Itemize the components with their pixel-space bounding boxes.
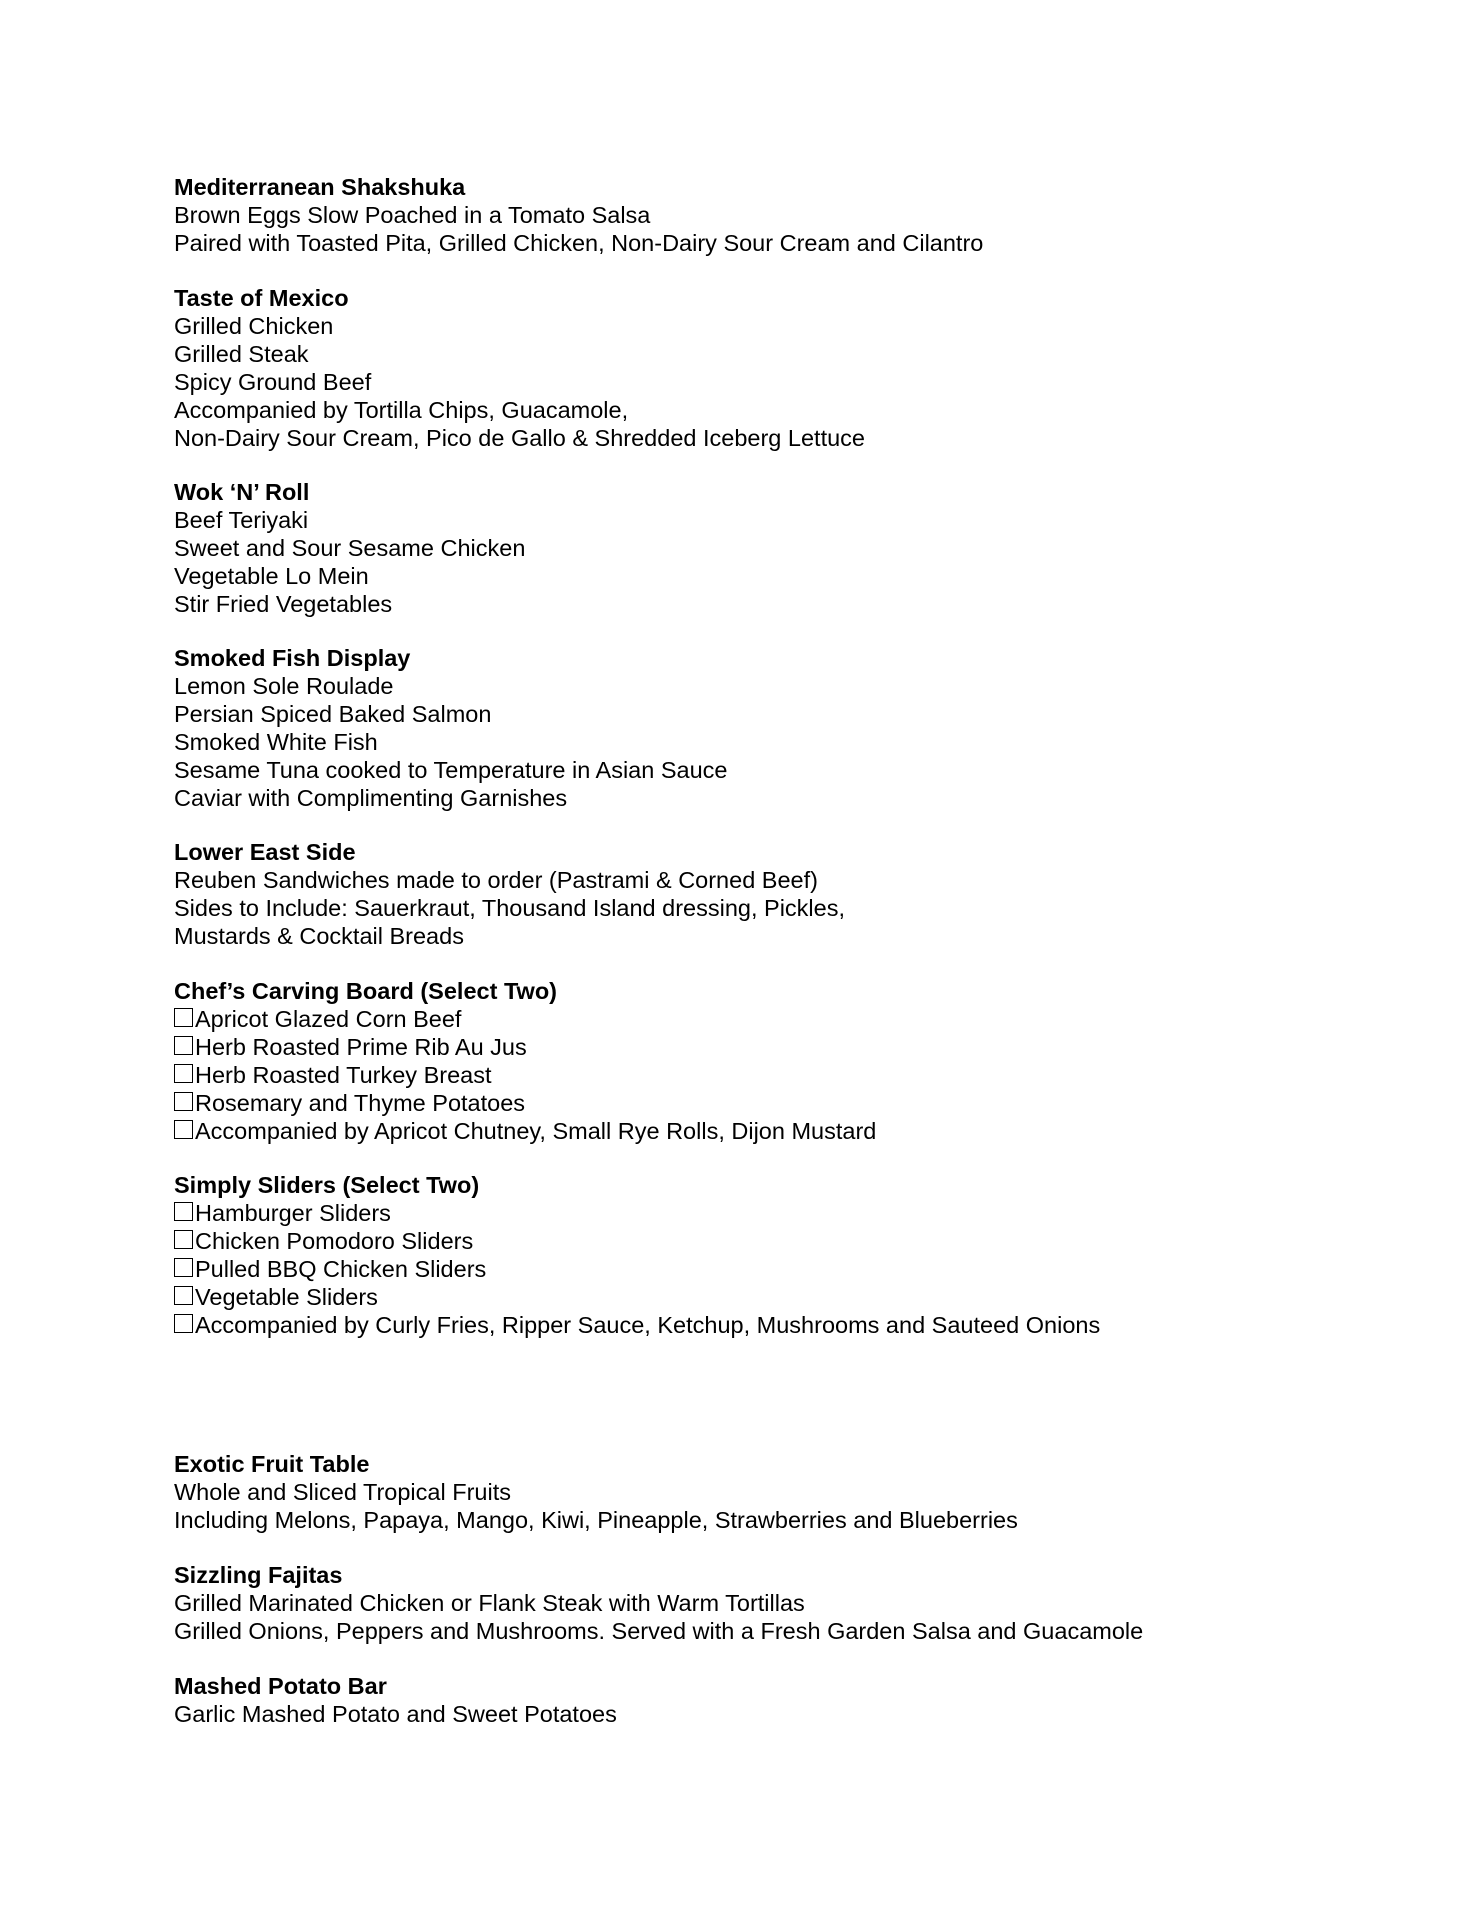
checkbox-icon[interactable] — [174, 1258, 193, 1277]
menu-line: Garlic Mashed Potato and Sweet Potatoes — [174, 1701, 617, 1727]
menu-line: Reuben Sandwiches made to order (Pastrami & Corned Beef) — [174, 867, 818, 893]
menu-line: Vegetable Lo Mein — [174, 563, 369, 589]
section-title: Mediterranean Shakshuka — [174, 174, 466, 200]
menu-line: Beef Teriyaki — [174, 507, 309, 533]
checkbox-item[interactable] — [174, 1089, 1354, 1117]
menu-line: Including Melons, Papaya, Mango, Kiwi, Pineapple, Strawberries and Blueberries — [174, 1507, 1018, 1533]
section-taste-of-mexico — [174, 284, 1354, 452]
checkbox-item[interactable] — [174, 1117, 1354, 1145]
section-title: Taste of Mexico — [174, 285, 349, 311]
menu-line: Non-Dairy Sour Cream, Pico de Gallo & Shredded Iceberg Lettuce — [174, 425, 865, 451]
checkbox-label: Chicken Pomodoro Sliders — [195, 1228, 474, 1254]
menu-line: Lemon Sole Roulade — [174, 673, 394, 699]
checkbox-icon[interactable] — [174, 1064, 193, 1083]
section-title: Mashed Potato Bar — [174, 1673, 387, 1699]
checkbox-item[interactable] — [174, 1227, 1354, 1255]
menu-line: Persian Spiced Baked Salmon — [174, 701, 492, 727]
menu-line: Spicy Ground Beef — [174, 369, 372, 395]
checkbox-icon[interactable] — [174, 1120, 193, 1139]
checkbox-item[interactable] — [174, 1283, 1354, 1311]
checkbox-icon[interactable] — [174, 1286, 193, 1305]
section-exotic-fruit-table — [174, 1450, 1354, 1534]
checkbox-item[interactable] — [174, 1199, 1354, 1227]
section-chefs-carving-board — [174, 977, 1354, 1145]
section-title: Wok ‘N’ Roll — [174, 479, 310, 505]
menu-line: Grilled Chicken — [174, 313, 334, 339]
checkbox-label: Vegetable Sliders — [195, 1284, 378, 1310]
checkbox-icon[interactable] — [174, 1230, 193, 1249]
checkbox-label: Accompanied by Curly Fries, Ripper Sauce, Ketchup, Mushrooms and Sauteed Onions — [195, 1312, 1101, 1338]
section-sizzling-fajitas — [174, 1561, 1354, 1645]
menu-line: Smoked White Fish — [174, 729, 378, 755]
checkbox-label: Herb Roasted Prime Rib Au Jus — [195, 1034, 527, 1060]
menu-line: Grilled Marinated Chicken or Flank Steak with Warm Tortillas — [174, 1590, 805, 1616]
checkbox-label: Pulled BBQ Chicken Sliders — [195, 1256, 487, 1282]
section-title: Lower East Side — [174, 839, 356, 865]
section-simply-sliders — [174, 1171, 1354, 1339]
checkbox-item[interactable] — [174, 1311, 1354, 1339]
checkbox-label: Apricot Glazed Corn Beef — [195, 1006, 462, 1032]
section-title: Chef’s Carving Board (Select Two) — [174, 978, 558, 1004]
menu-line: Sweet and Sour Sesame Chicken — [174, 535, 526, 561]
section-mediterranean-shakshuka — [174, 173, 1354, 257]
checkbox-item[interactable] — [174, 1005, 1354, 1033]
menu-line: Stir Fried Vegetables — [174, 591, 393, 617]
checkbox-icon[interactable] — [174, 1314, 193, 1333]
menu-line: Sesame Tuna cooked to Temperature in Asian Sauce — [174, 757, 728, 783]
section-title: Exotic Fruit Table — [174, 1451, 370, 1477]
section-mashed-potato-bar — [174, 1672, 1354, 1728]
section-title: Sizzling Fajitas — [174, 1562, 343, 1588]
checkbox-item[interactable] — [174, 1061, 1354, 1089]
menu-line: Sides to Include: Sauerkraut, Thousand Island dressing, Pickles, — [174, 895, 846, 921]
menu-line: Brown Eggs Slow Poached in a Tomato Salsa — [174, 202, 651, 228]
menu-line: Mustards & Cocktail Breads — [174, 923, 464, 949]
section-title: Simply Sliders (Select Two) — [174, 1172, 480, 1198]
section-smoked-fish-display — [174, 644, 1354, 812]
menu-line: Whole and Sliced Tropical Fruits — [174, 1479, 511, 1505]
checkbox-icon[interactable] — [174, 1008, 193, 1027]
checkbox-label: Hamburger Sliders — [195, 1200, 391, 1226]
checkbox-label: Rosemary and Thyme Potatoes — [195, 1090, 526, 1116]
checkbox-item[interactable] — [174, 1255, 1354, 1283]
menu-line: Accompanied by Tortilla Chips, Guacamole, — [174, 397, 629, 423]
menu-line: Grilled Onions, Peppers and Mushrooms. Served with a Fresh Garden Salsa and Guacamole — [174, 1618, 1144, 1644]
checkbox-label: Herb Roasted Turkey Breast — [195, 1062, 492, 1088]
menu-line: Grilled Steak — [174, 341, 309, 367]
section-title: Smoked Fish Display — [174, 645, 411, 671]
menu-line: Caviar with Complimenting Garnishes — [174, 785, 568, 811]
section-lower-east-side — [174, 838, 1354, 950]
menu-line: Paired with Toasted Pita, Grilled Chicken, Non-Dairy Sour Cream and Cilantro — [174, 230, 984, 256]
section-wok-n-roll — [174, 478, 1354, 618]
checkbox-item[interactable] — [174, 1033, 1354, 1061]
checkbox-label: Accompanied by Apricot Chutney, Small Rye Rolls, Dijon Mustard — [195, 1118, 877, 1144]
checkbox-icon[interactable] — [174, 1202, 193, 1221]
checkbox-icon[interactable] — [174, 1036, 193, 1055]
checkbox-icon[interactable] — [174, 1092, 193, 1111]
